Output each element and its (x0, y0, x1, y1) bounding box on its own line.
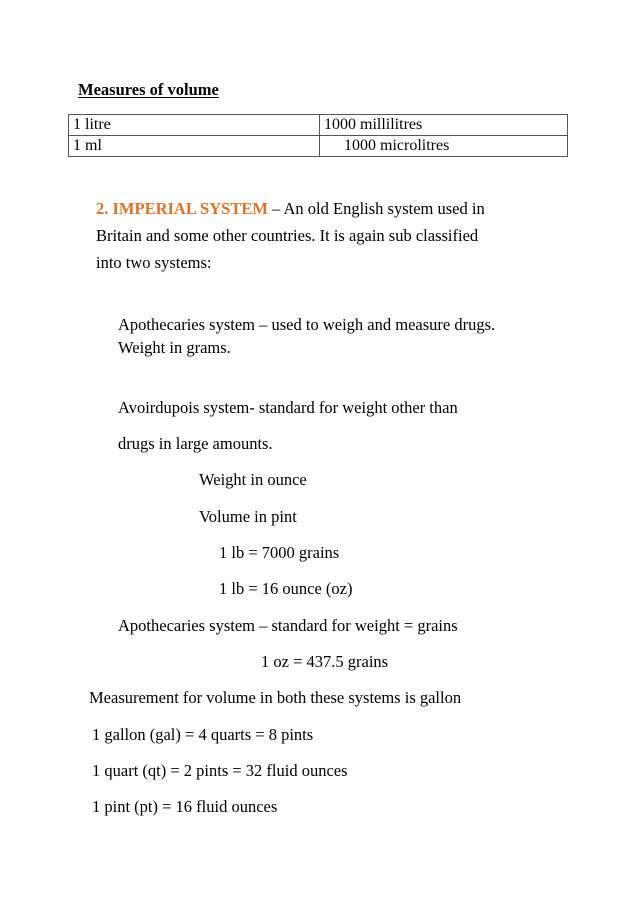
section-title: 2. IMPERIAL SYSTEM (96, 199, 268, 218)
intro-text: – An old English system used in (267, 199, 485, 218)
table-cell: 1000 millilitres (320, 115, 568, 136)
imperial-intro-line: into two systems: (96, 253, 212, 272)
equation-gallon: 1 gallon (gal) = 4 quarts = 8 pints (92, 725, 314, 744)
equation-oz-grains: 1 oz = 437.5 grains (261, 652, 389, 671)
weight-in-ounce: Weight in ounce (199, 470, 307, 489)
volume-table (68, 114, 568, 157)
table-cell: 1000 microlitres (320, 136, 568, 157)
apothecaries-line: Weight in grams. (118, 338, 231, 357)
apothecaries-line: Apothecaries system – used to weigh and measure drugs. (118, 315, 496, 334)
gallon-statement: Measurement for volume in both these systems is gallon (89, 688, 462, 707)
apothecaries-standard-line: Apothecaries system – standard for weight = grains (118, 616, 458, 635)
volume-heading: Measures of volume (78, 80, 219, 99)
imperial-intro-line: Britain and some other countries. It is again sub classified (96, 226, 479, 245)
volume-in-pint: Volume in pint (199, 507, 297, 526)
equation-quart: 1 quart (qt) = 2 pints = 32 fluid ounces (92, 761, 348, 780)
equation-pint: 1 pint (pt) = 16 fluid ounces (92, 797, 278, 816)
equation-lb-ounce: 1 lb = 16 ounce (oz) (219, 579, 353, 598)
imperial-intro (96, 195, 485, 276)
table-row (69, 136, 568, 157)
table-cell: 1 ml (69, 136, 320, 157)
table-row (69, 115, 568, 136)
equation-lb-grains: 1 lb = 7000 grains (219, 543, 340, 562)
avoirdupois-line: Avoirdupois system- standard for weight other than (118, 398, 458, 417)
table-cell: 1 litre (69, 115, 320, 136)
avoirdupois-line: drugs in large amounts. (118, 434, 273, 453)
apothecaries-paragraph (118, 311, 495, 361)
imperial-intro-line (96, 195, 485, 222)
